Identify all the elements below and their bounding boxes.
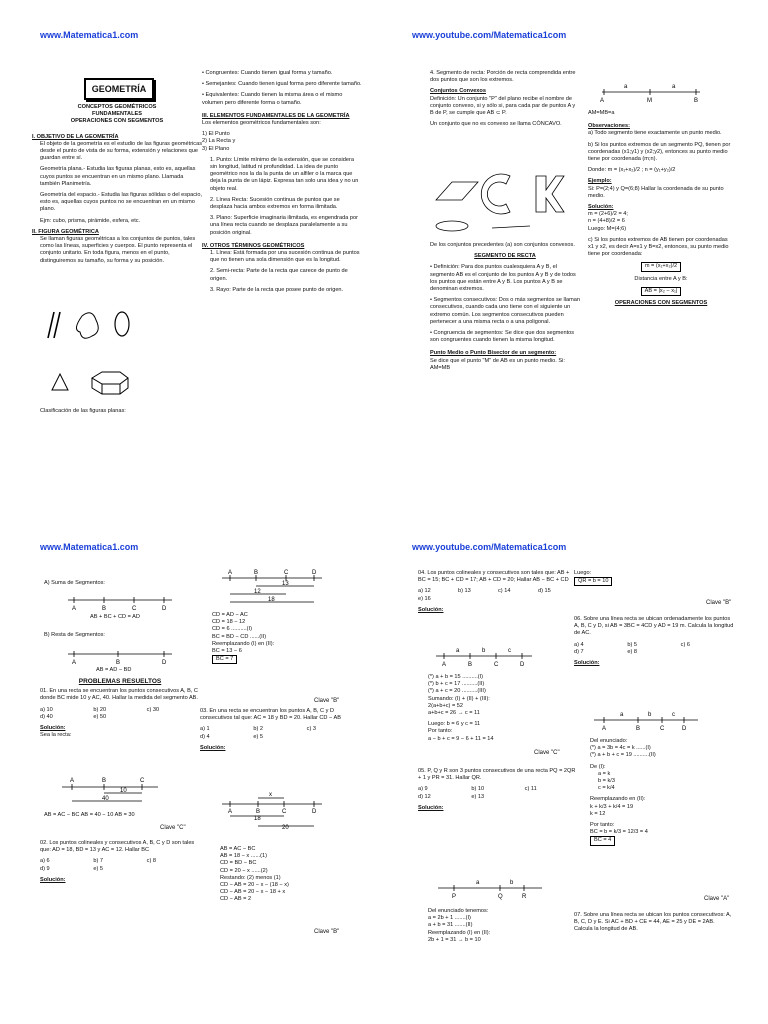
answer-options: a) 9 b) 10 c) 11 d) 12 e) 13 [418,786,537,800]
segment-sum-diagram [68,592,178,612]
problem-5-diagram [438,878,548,900]
answer-key: Clave "B" [314,698,340,704]
solution-step: CD − AB = 20 − x − 18 + x [220,889,286,896]
svg-text:A: A [228,809,233,815]
section-heading: PROBLEMAS RESUELTOS [78,678,162,685]
svg-text:b: b [648,712,652,718]
paragraph: Los elementos geométricos fundamentales son: [202,120,321,127]
section-heading: I. OBJETIVO DE LA GEOMETRÍA [32,133,119,140]
solution-step: CD − AB = 2 [220,896,252,903]
solution-label: Solución: [40,876,66,883]
solution-step: Por tanto: [590,822,615,829]
definition: 2. Línea Recta: Sucesión continua de puntos que se desplaza hacia ambos extremos en forma ilimitada. [210,196,340,211]
triangle-icon [52,374,68,390]
paragraph: Distancia entre A y B: [634,275,688,282]
list-item: • Semejantes: Cuando tienen igual forma pero diferente tamaño. [202,81,362,88]
solution-result: BC = 4 [590,836,740,845]
svg-text:D: D [520,662,525,668]
solution-step: Del enunciado tenemos: [428,908,489,914]
answer-key: Clave "C" [160,825,186,831]
solution-step: AB = 18 − x ......(1) [220,853,267,860]
solution-label: Solución: [418,606,444,613]
section-heading: B) Resta de Segmentos: [44,632,105,638]
equation: n = (4+8)/2 = 6 [588,218,625,225]
list-item: c) Si los puntos extremos de AB tienen por coordenadas x1 y x2, es decir A=x1 y B=x2, entonces, su punto medio tiene por coordenada: [588,236,729,258]
page-3 [0,512,384,1024]
figure-caption: De los conjuntos precedentes (a) son conjuntos convexos. [430,242,575,248]
section-heading: OPERACIONES CON SEGMENTOS [614,300,708,307]
svg-text:A: A [602,726,607,732]
svg-text:x: x [269,792,272,798]
svg-text:C: C [282,809,287,815]
figure-caption: Clasificación de las figuras planas: [40,408,126,414]
list-item: • Equivalentes: Cuando tienen la misma área o el mismo volumen pero diferente forma o tamaño. [202,92,343,106]
solution-label: Solución: [40,725,66,732]
hexagonal-prism-icon [92,372,128,394]
svg-text:A: A [600,98,605,104]
answer-key: Clave "B" [314,929,340,935]
answer-options: a) 1 b) 2 c) 3 d) 4 e) 5 [200,726,316,740]
svg-text:M: M [647,98,652,104]
svg-text:c: c [508,648,511,654]
solution-step: a = k [598,770,611,777]
equation: Luego: M=(4;6) [588,225,627,232]
youtube-url[interactable]: www.youtube.com/Matematica1com [412,542,567,552]
definition: 2. Semi-recta: Parte de la recta que carece de punto de origen. [210,268,348,282]
paragraph: El objeto de la geometría es el estudio de las figuras geométricas desde el punto de vista de su forma, extensión y relaciones que guardan entre sí. [40,140,203,162]
section-heading: II. FIGURA GEOMÉTRICA [32,228,99,235]
problem-statement: 04. Los puntos colineales y consecutivos son tales que: AB + BC = 15; BC + CD = 17; AB + CD = 20; Hallar AB − BC + CD [418,570,570,584]
problem-statement: 02. Los puntos colineales y consecutivos A, B, C y D son tales que: AD = 18, BD = 13 y AC = 12. Hallar BC [40,840,195,854]
convex-sets-illustration [432,170,572,240]
paragraph: Se dice que el punto "M" de AB es un punto medio. Si: AM=MB [430,357,565,371]
solution-step: CD = 18 − 12 [212,619,246,626]
solution-step: BC = 13 − 6 [212,648,242,655]
solution-step: a − b + c = 9 − 6 + 11 = 14 [428,735,494,742]
solution-step: (*) a + c = 20 ..........(III) [428,688,486,695]
answer-key: Clave "C" [534,750,560,756]
problem-4-diagram [436,646,536,668]
list-item: • Definición: Para dos puntos cualesquiera A y B, el segmento AB es el conjunto de los puntos A y B y de todos los puntos que están entre A y B. Los puntos A y B se denominan extremos. [430,264,576,293]
solution-step: Reemplazando (I) en (II): [428,929,491,936]
site-url[interactable]: www.Matematica1.com [40,30,139,40]
svg-text:R: R [522,894,527,900]
problem-6-diagram [594,710,704,732]
svg-text:A: A [70,778,75,784]
formula: Donde: m = (x₁+x₂)/2 ; n = (y₁+y₂)/2 [588,167,676,174]
solution-step: 2b + 1 = 31 → b = 10 [428,936,481,943]
svg-text:C: C [132,606,137,612]
subtitle: FUNDAMENTALES [92,111,142,118]
paragraph: Sea la recta: [40,732,72,739]
solution-step: a = 2b + 1 .......(I) [428,915,471,922]
problem-statement: 05. P, Q y R son 3 puntos consecutivos de una recta PQ = 2QR + 1 y PR = 31. Hallar QR. [418,768,576,782]
solution-step: Reemplazando en (II): [590,796,646,803]
list-item: • Congruencia de segmentos: Se dice que dos segmentos son congruentes cuando tienen la misma longitud. [430,330,575,344]
ellipse-icon [115,312,129,336]
list-item: a) Todo segmento tiene exactamente un punto medio. [588,130,722,137]
c-shape [481,174,510,214]
list-item: 1) El Punto [202,131,230,138]
solution-step: Sumando: (I) + (II) + (III): [428,695,490,702]
problem-statement: 06. Sobre una línea recta se ubican ordenadamente los puntos A, B, C y D, si AB = 3BC = 4CD y AD = 19 m. Calcula la longitud de AC. [574,616,734,637]
svg-text:20: 20 [282,825,289,831]
solution-step: (*) b + c = 17 ..........(II) [428,681,485,688]
section-heading: Solución: [588,204,614,211]
problem-2-diagram [222,570,332,610]
svg-text:b: b [482,648,486,654]
problem-1-diagram [62,777,162,805]
svg-text:13: 13 [282,581,289,587]
svg-text:D: D [682,726,687,732]
solution-result: BC = 7 [212,655,362,664]
paragraph: Si: P=(2;4) y Q=(6;8) Hallar la coordenada de su punto medio. [588,185,724,199]
definition: 1. Punto: Límite mínimo de la extensión, que se considera sin longitud, latitud ni profundidad. La idea de punto geométrico nos la da la punta de un alfiler o la marca que deja la punta de un lápiz. Expresa tan solo una idea y no un objeto real. [210,156,359,192]
svg-text:Q: Q [498,894,503,900]
site-url[interactable]: www.Matematica1.com [40,542,139,552]
equation: m = (2+6)/2 = 4; [588,211,628,218]
definition: 3. Plano: Superficie imaginaria ilimitada, es engendrada por una línea recta cuando se desplaza paralelamente a su posición original. [210,215,359,236]
solution-step: AB = AC − BC [220,846,256,852]
svg-text:C: C [494,662,499,668]
svg-text:C: C [140,778,145,784]
answer-options: a) 4 b) 5 c) 6 d) 7 e) 8 [574,641,690,655]
definition: 3. Rayo: Parte de la recta que posee punto de origen. [210,286,344,293]
definition: 1. Línea: Está formada por una sucesión continua de puntos que no tienen una sola dimensión que es la longitud. [210,250,360,264]
paragraph: Se llaman figuras geométricas a los conjuntos de puntos, tales como las líneas, superficies y cuerpos. El punto representa el conjunto unitario. En toda figura, menos en el punto, distinguiremos su tamaño, su forma y su posición. [40,236,196,264]
equation: AB + BC + CD = AD [90,614,140,620]
equation: AB = AD − BD [96,667,132,673]
solution-step: 2(a+b+c) = 52 [428,702,463,709]
solution-step: CD = 6 ..........(I) [212,626,252,633]
svg-text:B: B [256,809,261,815]
list-item: 2) La Recta y [202,138,236,145]
svg-text:A: A [72,660,77,666]
solution-step: BC = BD − CD ......(II) [212,633,267,640]
equation: AM=MB=a [588,110,615,116]
answer-options: a) 12 b) 13 c) 14 d) 15 e) 16 [418,588,551,602]
paragraph: Geometría plana.- Estudia las figuras planas, esto es, aquellas cuyos puntos se encuentran en un mismo plano. Llamada también Planimetría. [40,166,196,187]
solution-label: Solución: [200,744,226,751]
svg-text:A: A [72,606,77,612]
subtitle: CONCEPTOS GEOMÉTRICOS [77,104,157,110]
paragraph: Un conjunto que no es convexo se llama CÓNCAVO. [430,121,562,128]
solution-label: Solución: [418,804,444,811]
solution-step: (*) a = 3b = 4c = k ......(I) [590,745,651,752]
svg-text:a: a [624,84,628,90]
svg-text:C: C [660,726,665,732]
svg-text:18: 18 [254,816,261,822]
parallelogram-shape [436,182,478,200]
list-item: b) Si los puntos extremos de un segmento PQ, tienen por coordenadas (x1;y1) y (x2;y2), entonces su punto medio tiene por coordenada (m;n). [588,141,731,163]
section-heading: Ejemplo: [588,178,612,185]
section-heading: SEGMENTO DE RECTA [474,253,536,260]
svg-text:B: B [102,606,107,612]
svg-text:a: a [456,648,460,654]
page-4 [384,512,768,1024]
section-heading: A) Suma de Segmentos: [44,580,105,586]
youtube-url[interactable]: www.youtube.com/Matematica1com [412,30,567,40]
page-title: GEOMETRÍA [84,78,154,100]
solution-step: a + b = 31 .......(II) [428,922,473,929]
formula-box: AB = |x₂ − x₁| [588,287,734,296]
solution-step: k = 12 [590,810,606,817]
answer-key: Clave "A" [704,896,730,902]
paragraph: Geometría del espacio.- Estudia las figuras sólidas o del espacio, esto es, aquellas cuyos puntos no se encuentran en un mismo plano. [40,192,202,213]
svg-text:A: A [442,662,447,668]
svg-text:10: 10 [120,788,127,794]
svg-text:a: a [620,712,624,718]
paragraph: Ejm: cubo, prisma, pirámide, esfera, etc. [40,217,141,224]
k-shape [536,176,564,212]
solution-label: Solución: [574,660,600,667]
answer-options: a) 10 b) 20 c) 30 d) 40 e) 50 [40,706,160,720]
definition: 4. Segmento de recta: Porción de recta comprendida entre dos puntos que son los extremos. [430,70,576,84]
solution-step: Restando: (2) menos (1) [220,874,281,881]
svg-text:A: A [228,570,233,576]
solution-step: CD = BD − BC [220,860,257,867]
solution-result: QR = b = 10 [574,577,734,586]
problem-statement: 03. En una recta se encuentran los puntos A, B, C y D consecutivos tal que: AC = 18 y BD = 20. Hallar CD − AB [200,708,342,722]
svg-text:B: B [102,778,107,784]
svg-text:B: B [694,98,699,104]
subtitle: OPERACIONES CON SEGMENTOS [70,118,164,125]
equation: AB = AC − BC AB = 40 − 10 AB = 30 [44,812,135,818]
svg-text:b: b [510,880,514,886]
blob-shape-icon [76,313,98,338]
solution-step: De (I): [590,763,606,770]
solution-step: CD − AB = 20 − x − (18 − x) [220,882,289,889]
svg-text:B: B [636,726,641,732]
svg-text:D: D [312,809,317,815]
solution-step: Reemplazando (I) en (II): [212,640,275,647]
paragraph: Luego: [574,570,592,576]
solution-step: Por tanto: [428,728,453,735]
solution-step: (*) a + b + c = 19 ..........(II) [590,752,656,759]
problem-statement: 01. En una recta se encuentran los puntos consecutivos A, B, C donde BC mide 10 y AC, 40. Hallar la medida del segmento AB. [40,688,198,702]
svg-text:D: D [162,660,167,666]
list-item: • Congruentes: Cuando tienen igual forma y tamaño. [202,70,333,76]
paragraph: Definición: Un conjunto "P" del plano recibe el nombre de conjunto convexo, si y sólo si, para cada par de puntos A y B de P, se cumple que AB ⊂ P. [430,95,576,117]
solution-step: Del enunciado: [590,738,628,744]
solution-step: c = k/4 [598,785,615,792]
solution-step: BC = b = k/3 = 12/3 = 4 [590,829,648,836]
segment-difference-diagram [68,646,178,666]
svg-text:40: 40 [102,796,109,802]
svg-text:a: a [476,880,480,886]
svg-text:18: 18 [268,597,275,603]
solution-step: (*) a + b = 15 ..........(I) [428,674,484,680]
list-item: 3) El Plano [202,145,230,152]
svg-text:D: D [162,606,167,612]
solution-step: Luego: b = 6 y c = 11 [428,721,481,728]
page-2 [384,0,768,512]
svg-text:a: a [672,84,676,90]
svg-text:P: P [452,894,457,900]
problem-statement: 07. Sobre una línea recta se ubican los puntos consecutivos: A, B, C, D y E. Si AC + BD + CE = 44, AE = 25 y DE = 2AB. Calcula la longitud de AB. [574,912,732,933]
svg-text:B: B [116,660,121,666]
parallel-lines-icon [48,312,60,338]
answer-options: a) 6 b) 7 c) 8 d) 9 e) 5 [40,858,156,872]
solution-step: a+b+c = 26 → c = 11 [428,710,480,717]
section-heading: Conjuntos Convexos [430,88,486,95]
problem-3-diagram [222,794,332,834]
solution-step: CD = AD − AC [212,612,248,618]
section-heading: Observaciones: [588,123,630,130]
solution-step: CD = 20 − x ......(2) [220,867,268,874]
page-1 [0,0,384,512]
svg-text:12: 12 [254,589,261,595]
ellipse-shape [436,221,468,231]
midpoint-diagram [600,80,710,110]
figures-illustration [40,308,180,398]
answer-key: Clave "B" [706,600,732,606]
svg-text:B: B [468,662,473,668]
solution-step: k + k/3 + k/4 = 19 [590,803,634,810]
section-heading: Punto Medio o Punto Bisector de un segmento: [430,350,557,357]
list-item: • Segmentos consecutivos: Dos o más segmentos se llaman consecutivos, cuando cada uno tiene con el siguiente un extremo común. Los segmentos consecutivos pueden pertenecer a una misma recta o a una poligonal. [430,297,580,325]
section-heading: IV. OTROS TÉRMINOS GEOMÉTRICOS [202,242,305,249]
svg-text:D: D [312,570,317,576]
svg-text:B: B [254,570,259,576]
svg-text:C: C [284,570,289,576]
solution-step: b = k/3 [598,778,615,785]
section-heading: III. ELEMENTOS FUNDAMENTALES DE LA GEOMETRÍA [202,112,350,119]
svg-text:c: c [672,712,675,718]
formula-box: m = (x₁+x₂)/2 [588,262,734,271]
